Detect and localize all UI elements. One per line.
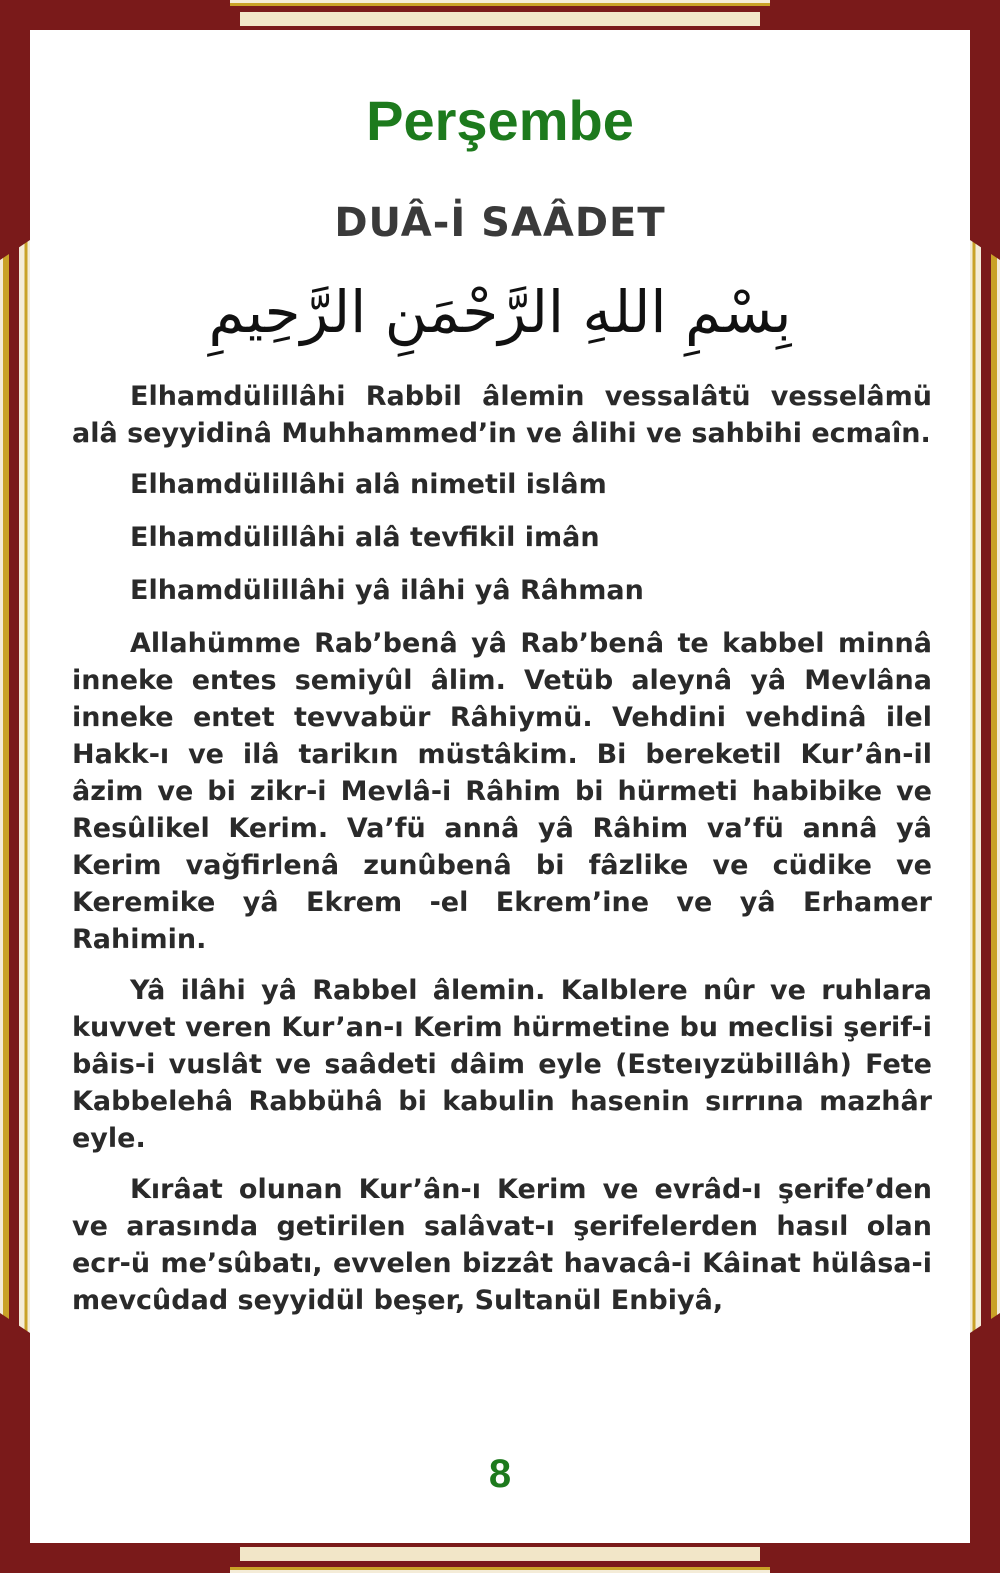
- page-number: 8: [488, 1452, 512, 1496]
- paragraph: Elhamdülillâhi alâ nimetil islâm: [130, 469, 607, 500]
- paragraph: Elhamdülillâhi alâ tevfikil imân: [130, 522, 600, 553]
- paragraph: Kırâat olunan Kur’ân-ı Kerim ve evrâd-ı şerife’den ve arasında getirilen salâvat-ı şerifelerden hasıl olan ecr-ü me’sûbatı, evvelen bizzât havacâ-i Kâinat hülâsa-i mevcûdad seyyidül beşer, Sultanül Enbiyâ,: [72, 1174, 932, 1316]
- paragraph: Elhamdülillâhi Rabbil âlemin vessalâtü vesselâmü alâ seyyidinâ Muhhammed’in ve âlihi ve sahbihi ecmaîn.: [72, 381, 932, 449]
- basmala-calligraphy: بِسْمِ اللهِ الرَّحْمَنِ الرَّحِيمِ: [208, 278, 792, 346]
- paragraph: Elhamdülillâhi yâ ilâhi yâ Râhman: [130, 575, 644, 606]
- prayer-title: DUÂ-İ SAÂDET: [334, 200, 666, 246]
- paragraph: Allahümme Rab’benâ yâ Rab’benâ te kabbel minnâ inneke entes semiyûl âlim. Vetüb aleynâ yâ Mevlâna inneke entet tevvabür Râhiymü. Vehdini vehdinâ ilel Hakk-ı ve ilâ tarikın müstâkim. Bi bereketil Kur’ân-il âzim ve bi zikr-i Mevlâ-i Râhim bi hürmeti habibike ve Resûlikel Kerim. Va’fü annâ yâ Râhim va’fü annâ yâ Kerim vağfirlenâ zunûbenâ bi fâzlike ve cüdike ve Keremike yâ Ekrem -el Ekrem’ine ve yâ Erhamer Rahimin.: [72, 628, 932, 955]
- prayer-text: [72, 378, 932, 1333]
- paragraph: Yâ ilâhi yâ Rabbel âlemin. Kalblere nûr ve ruhlara kuvvet veren Kur’an-ı Kerim hürmetine bu meclisi şerif-i bâis-i vuslât ve saâdeti dâim eyle (Esteıyzübillâh) Fete Kabbelehâ Rabbühâ bi kabulin hasenin sırrına mazhâr eyle.: [72, 975, 932, 1154]
- page-title: Perşembe: [366, 89, 634, 152]
